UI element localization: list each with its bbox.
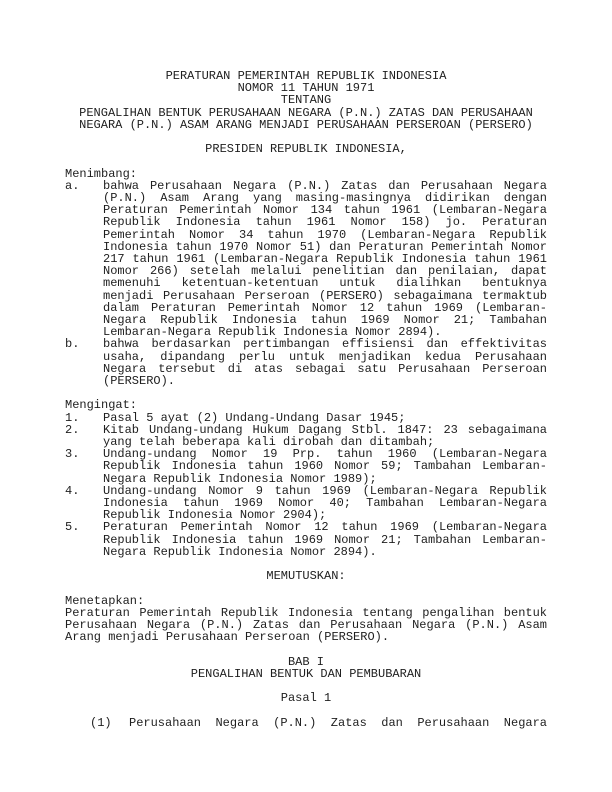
spacer [65,704,547,716]
mengingat-item-1-text: Pasal 5 ayat (2) Undang-Undang Dasar 1945; [103,410,406,425]
menetapkan-label: Menetapkan: [65,593,145,608]
menimbang-item-b-marker: b. [65,337,80,352]
spacer [65,643,547,655]
mengingat-item-3-text: Undang-undang Nomor 19 Prp. tahun 1960 (Lembaran-Negara Republik Indonesia tahun 1960 Nomor 59; Tambahan Lembaran-Negara Republik Indonesia Nomor 1989); [103,447,547,486]
doc-title-line-2: NOMOR 11 TAHUN 1971 [237,81,375,96]
pasal1-ayat-1-marker: (1) [90,715,112,730]
mengingat-item-3-marker: 3. [65,447,80,462]
mengingat-item-3 [65,448,547,485]
bab1-title: PENGALIHAN BENTUK DAN PEMBUBARAN [190,666,422,681]
mengingat-item-1 [65,412,547,424]
menetapkan-text: Peraturan Pemerintah Republik Indonesia tentang pengalihan bentuk Perusahaan Negara (P.N.) Zatas dan Perusahaan Negara (P.N.) Asam Arang menjadi Perusahaan Perseroan (PERSERO). [65,605,547,645]
doc-title-block [65,70,547,131]
doc-title-line-5: NEGARA (P.N.) ASAM ARANG MENJADI PERUSAHAAN PERSEROAN (PERSERO) [79,117,533,132]
doc-title-line-3: TENTANG [280,93,332,108]
menimbang-item-a [65,180,547,339]
mengingat-item-4 [65,485,547,522]
pasal1-heading: Pasal 1 [280,691,332,706]
mengingat-item-4-marker: 4. [65,483,80,498]
bab1-number: BAB I [287,654,324,669]
menimbang-item-a-text: bahwa Perusahaan Negara (P.N.) Zatas dan Perusahaan Negara (P.N.) Asam Arang yang masing-masingnya didirikan dengan Peraturan Pemerintah Nomor 134 tahun 1961 (Lembaran-Negara Republik Indonesia tahun 1961 Nomor 158) jo. Peraturan Pemerintah Nomor 34 tahun 1970 (Lembaran-Negara Republik Indonesia tahun 1970 Nomor 51) dan Peraturan Pemerintah Nomor 217 tahun 1961 (Lembaran-Negara Republik Indonesia tahun 1961 Nomor 266) setelah melalui penelitian dan penilaian, dapat memenuhi ketentuan-ketentuan untuk dialihkan bentuknya menjadi Perusahaan Perseroan (PERSERO) sebagaimana termaktub dalam Peraturan Pemerintah Nomor 12 tahun 1969 (Lembaran-Negara Republik Indonesia tahun 1969 Nomor 21; Tambahan Lembaran-Negara Republik Indonesia Nomor 2894). [103,178,547,340]
menimbang-item-a-marker: a. [65,178,80,193]
document-body [65,70,547,729]
spacer [65,155,547,167]
menimbang-label: Menimbang: [65,166,138,181]
mengingat-item-1-marker: 1. [65,410,80,425]
mengingat-item-5 [65,521,547,558]
pasal1-ayat-1-text: Perusahaan Negara (P.N.) Zatas dan Perusahaan Negara [129,715,547,730]
pasal1-ayat-1 [65,717,547,729]
mengingat-item-5-marker: 5. [65,520,80,535]
mengingat-label: Mengingat: [65,398,138,413]
spacer [65,582,547,594]
mengingat-item-4-text: Undang-undang Nomor 9 tahun 1969 (Lembaran-Negara Republik Indonesia tahun 1969 Nomor 40; Tambahan Lembaran-Negara Republik Indonesia Nomor 2904); [103,483,547,523]
doc-title-line-1: PERATURAN PEMERINTAH REPUBLIK INDONESIA [165,69,447,83]
memutuskan-heading: MEMUTUSKAN: [266,569,346,584]
mengingat-item-5-text: Peraturan Pemerintah Nomor 12 tahun 1969 (Lembaran-Negara Republik Indonesia tahun 1969 Nomor 21; Tambahan Lembaran-Negara Republik Indonesia Nomor 2894). [103,520,547,559]
menimbang-item-b [65,338,547,387]
mengingat-item-2-text: Kitab Undang-undang Hukum Dagang Stbl. 1847: 23 sebagaimana yang telah beberapa kali dirobah dan ditambah; [103,422,547,450]
president-line: PRESIDEN REPUBLIK INDONESIA, [205,142,407,157]
mengingat-item-2-marker: 2. [65,422,80,437]
mengingat-item-2 [65,424,547,448]
spacer [65,387,547,399]
menimbang-item-b-text: bahwa berdasarkan pertimbangan effisiensi dan effektivitas usaha, dipandang perlu untuk menjadikan kedua Perusahaan Negara tersebut di atas sebagai satu Perusahaan Perseroan (PERSERO). [103,337,547,389]
doc-title-line-4: PENGALIHAN BENTUK PERUSAHAAN NEGARA (P.N.) ZATAS DAN PERUSAHAAN [79,105,533,120]
